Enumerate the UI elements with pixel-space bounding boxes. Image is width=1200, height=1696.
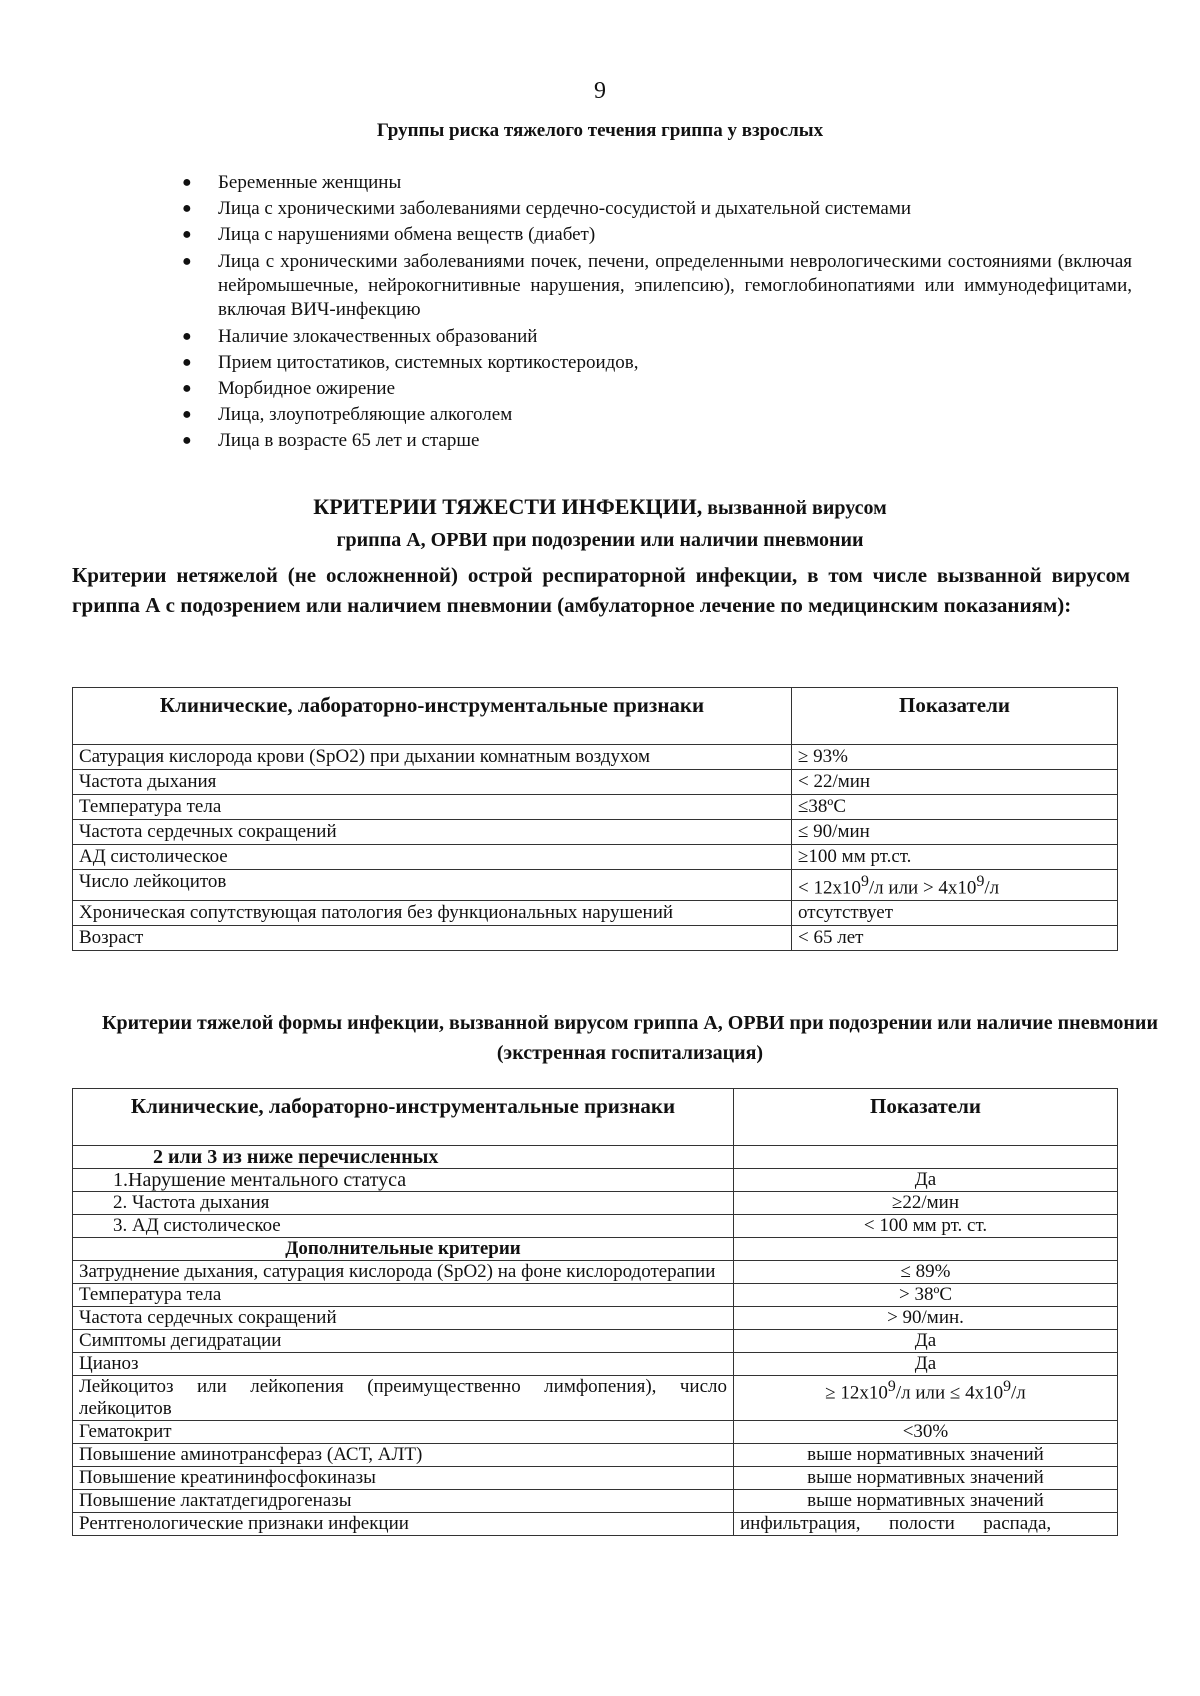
table-row: Симптомы дегидратации Да bbox=[73, 1330, 1118, 1353]
table-header-row bbox=[73, 688, 1118, 745]
table-row: Гематокрит <30% bbox=[73, 1421, 1118, 1444]
table-row bbox=[73, 1146, 1118, 1169]
table-row: Рентгенологические признаки инфекции инфильтрация, полости распада, bbox=[73, 1513, 1118, 1536]
table-header-values: Показатели bbox=[792, 688, 1118, 745]
table-row: Повышение креатининфосфокиназы выше нормативных значений bbox=[73, 1467, 1118, 1490]
mild-criteria-heading: Критерии нетяжелой (не осложненной) острой респираторной инфекции, в том числе вызванной вирусом гриппа А с подозрением или наличием пневмонии (амбулаторное лечение по медицинским показаниям): bbox=[72, 563, 1130, 617]
table-row: Повышение лактатдегидрогеназы выше нормативных значений bbox=[73, 1490, 1118, 1513]
table-row: 2. Частота дыхания ≥22/мин bbox=[73, 1192, 1118, 1215]
table-row: Цианоз Да bbox=[73, 1353, 1118, 1376]
list-item: ● Лица с хроническими заболеваниями сердечно-сосудистой и дыхательной системами bbox=[182, 196, 1132, 222]
list-item: ● Лица с хроническими заболеваниями почек, печени, определенными неврологическими состояниями (включая нейромышечные, нейрокогнитивные нарушения, эпилепсию), гемоглобинопатиями или иммунодефицитами, включая ВИЧ-инфекцию bbox=[182, 251, 1132, 320]
bullet-icon: ● bbox=[182, 200, 192, 217]
table-row: Затруднение дыхания, сатурация кислорода (SpO2) на фоне кислородотерапии ≤ 89% bbox=[73, 1261, 1118, 1284]
page-number: 9 bbox=[594, 78, 606, 104]
table-row: Частота дыхания < 22/мин bbox=[73, 770, 1118, 795]
table-row bbox=[73, 1238, 1118, 1261]
additional-criteria-label: Дополнительные критерии bbox=[73, 1238, 734, 1261]
table-header-signs: Клинические, лабораторно-инструментальные признаки bbox=[73, 1089, 734, 1146]
table-row: Частота сердечных сокращений > 90/мин. bbox=[73, 1307, 1118, 1330]
list-item: ● Наличие злокачественных образований bbox=[182, 324, 1132, 350]
table-header-signs: Клинические, лабораторно-инструментальные признаки bbox=[73, 688, 792, 745]
list-item: ● Лица с нарушениями обмена веществ (диабет) bbox=[182, 222, 1132, 248]
table-header-values: Показатели bbox=[734, 1089, 1118, 1146]
table-row: Сатурация кислорода крови (SpO2) при дыхании комнатным воздухом ≥ 93% bbox=[73, 745, 1118, 770]
bullet-icon: ● bbox=[182, 432, 192, 449]
bullet-icon: ● bbox=[182, 226, 192, 243]
bullet-icon: ● bbox=[182, 174, 192, 191]
table-row: Число лейкоцитов < $12x10^9/л$ или > $4x10^9/л$ bbox=[73, 870, 1118, 901]
list-item: ● Беременные женщины bbox=[182, 170, 1132, 196]
list-item: ● Морбидное ожирение bbox=[182, 376, 1132, 402]
severe-criteria-table bbox=[72, 1088, 1118, 1536]
bullet-icon: ● bbox=[182, 380, 192, 397]
bullet-icon: ● bbox=[182, 406, 192, 423]
table-row: Возраст < 65 лет bbox=[73, 926, 1118, 951]
table-row: Повышение аминотрансфераз (АСТ, АЛТ) выше нормативных значений bbox=[73, 1444, 1118, 1467]
table-row: АД систолическое ≥100 мм рт.ст. bbox=[73, 845, 1118, 870]
list-item: ● Лица, злоупотребляющие алкоголем bbox=[182, 402, 1132, 428]
mild-criteria-table bbox=[72, 687, 1118, 951]
table-row: 3. АД систолическое < 100 мм рт. ст. bbox=[73, 1215, 1118, 1238]
list-item: ● Лица в возрасте 65 лет и старше bbox=[182, 428, 1132, 454]
bullet-icon: ● bbox=[182, 354, 192, 371]
table-row: Лейкоцитоз или лейкопения (преимущественно лимфопения), число лейкоцитов ≥ $12x10^9/л$ или ≤ $4x10^9/л$ bbox=[73, 1376, 1118, 1421]
list-item: ● Прием цитостатиков, системных кортикостероидов, bbox=[182, 350, 1132, 376]
risk-groups-title: Группы риска тяжелого течения гриппа у взрослых bbox=[376, 120, 824, 141]
table-row: Хроническая сопутствующая патология без функциональных нарушений отсутствует bbox=[73, 901, 1118, 926]
group-label: 2 или 3 из ниже перечисленных bbox=[73, 1146, 734, 1169]
bullet-icon: ● bbox=[182, 328, 192, 345]
bullet-icon: ● bbox=[182, 253, 192, 270]
severe-criteria-title: Критерии тяжелой формы инфекции, вызванной вирусом гриппа А, ОРВИ при подозрении или наличие пневмонии (экстренная госпитализация) bbox=[102, 1012, 1158, 1064]
risk-groups-list bbox=[182, 170, 1132, 454]
table-row: Температура тела ≤38ºC bbox=[73, 795, 1118, 820]
severity-criteria-title: КРИТЕРИИ ТЯЖЕСТИ ИНФЕКЦИИ, вызванной вирусом гриппа А, ОРВИ при подозрении или наличии пневмонии bbox=[313, 494, 887, 551]
table-row: Частота сердечных сокращений ≤ 90/мин bbox=[73, 820, 1118, 845]
table-header-row bbox=[73, 1089, 1118, 1146]
table-row: 1.Нарушение ментального статуса Да bbox=[73, 1169, 1118, 1192]
table-row: Температура тела > 38ºC bbox=[73, 1284, 1118, 1307]
